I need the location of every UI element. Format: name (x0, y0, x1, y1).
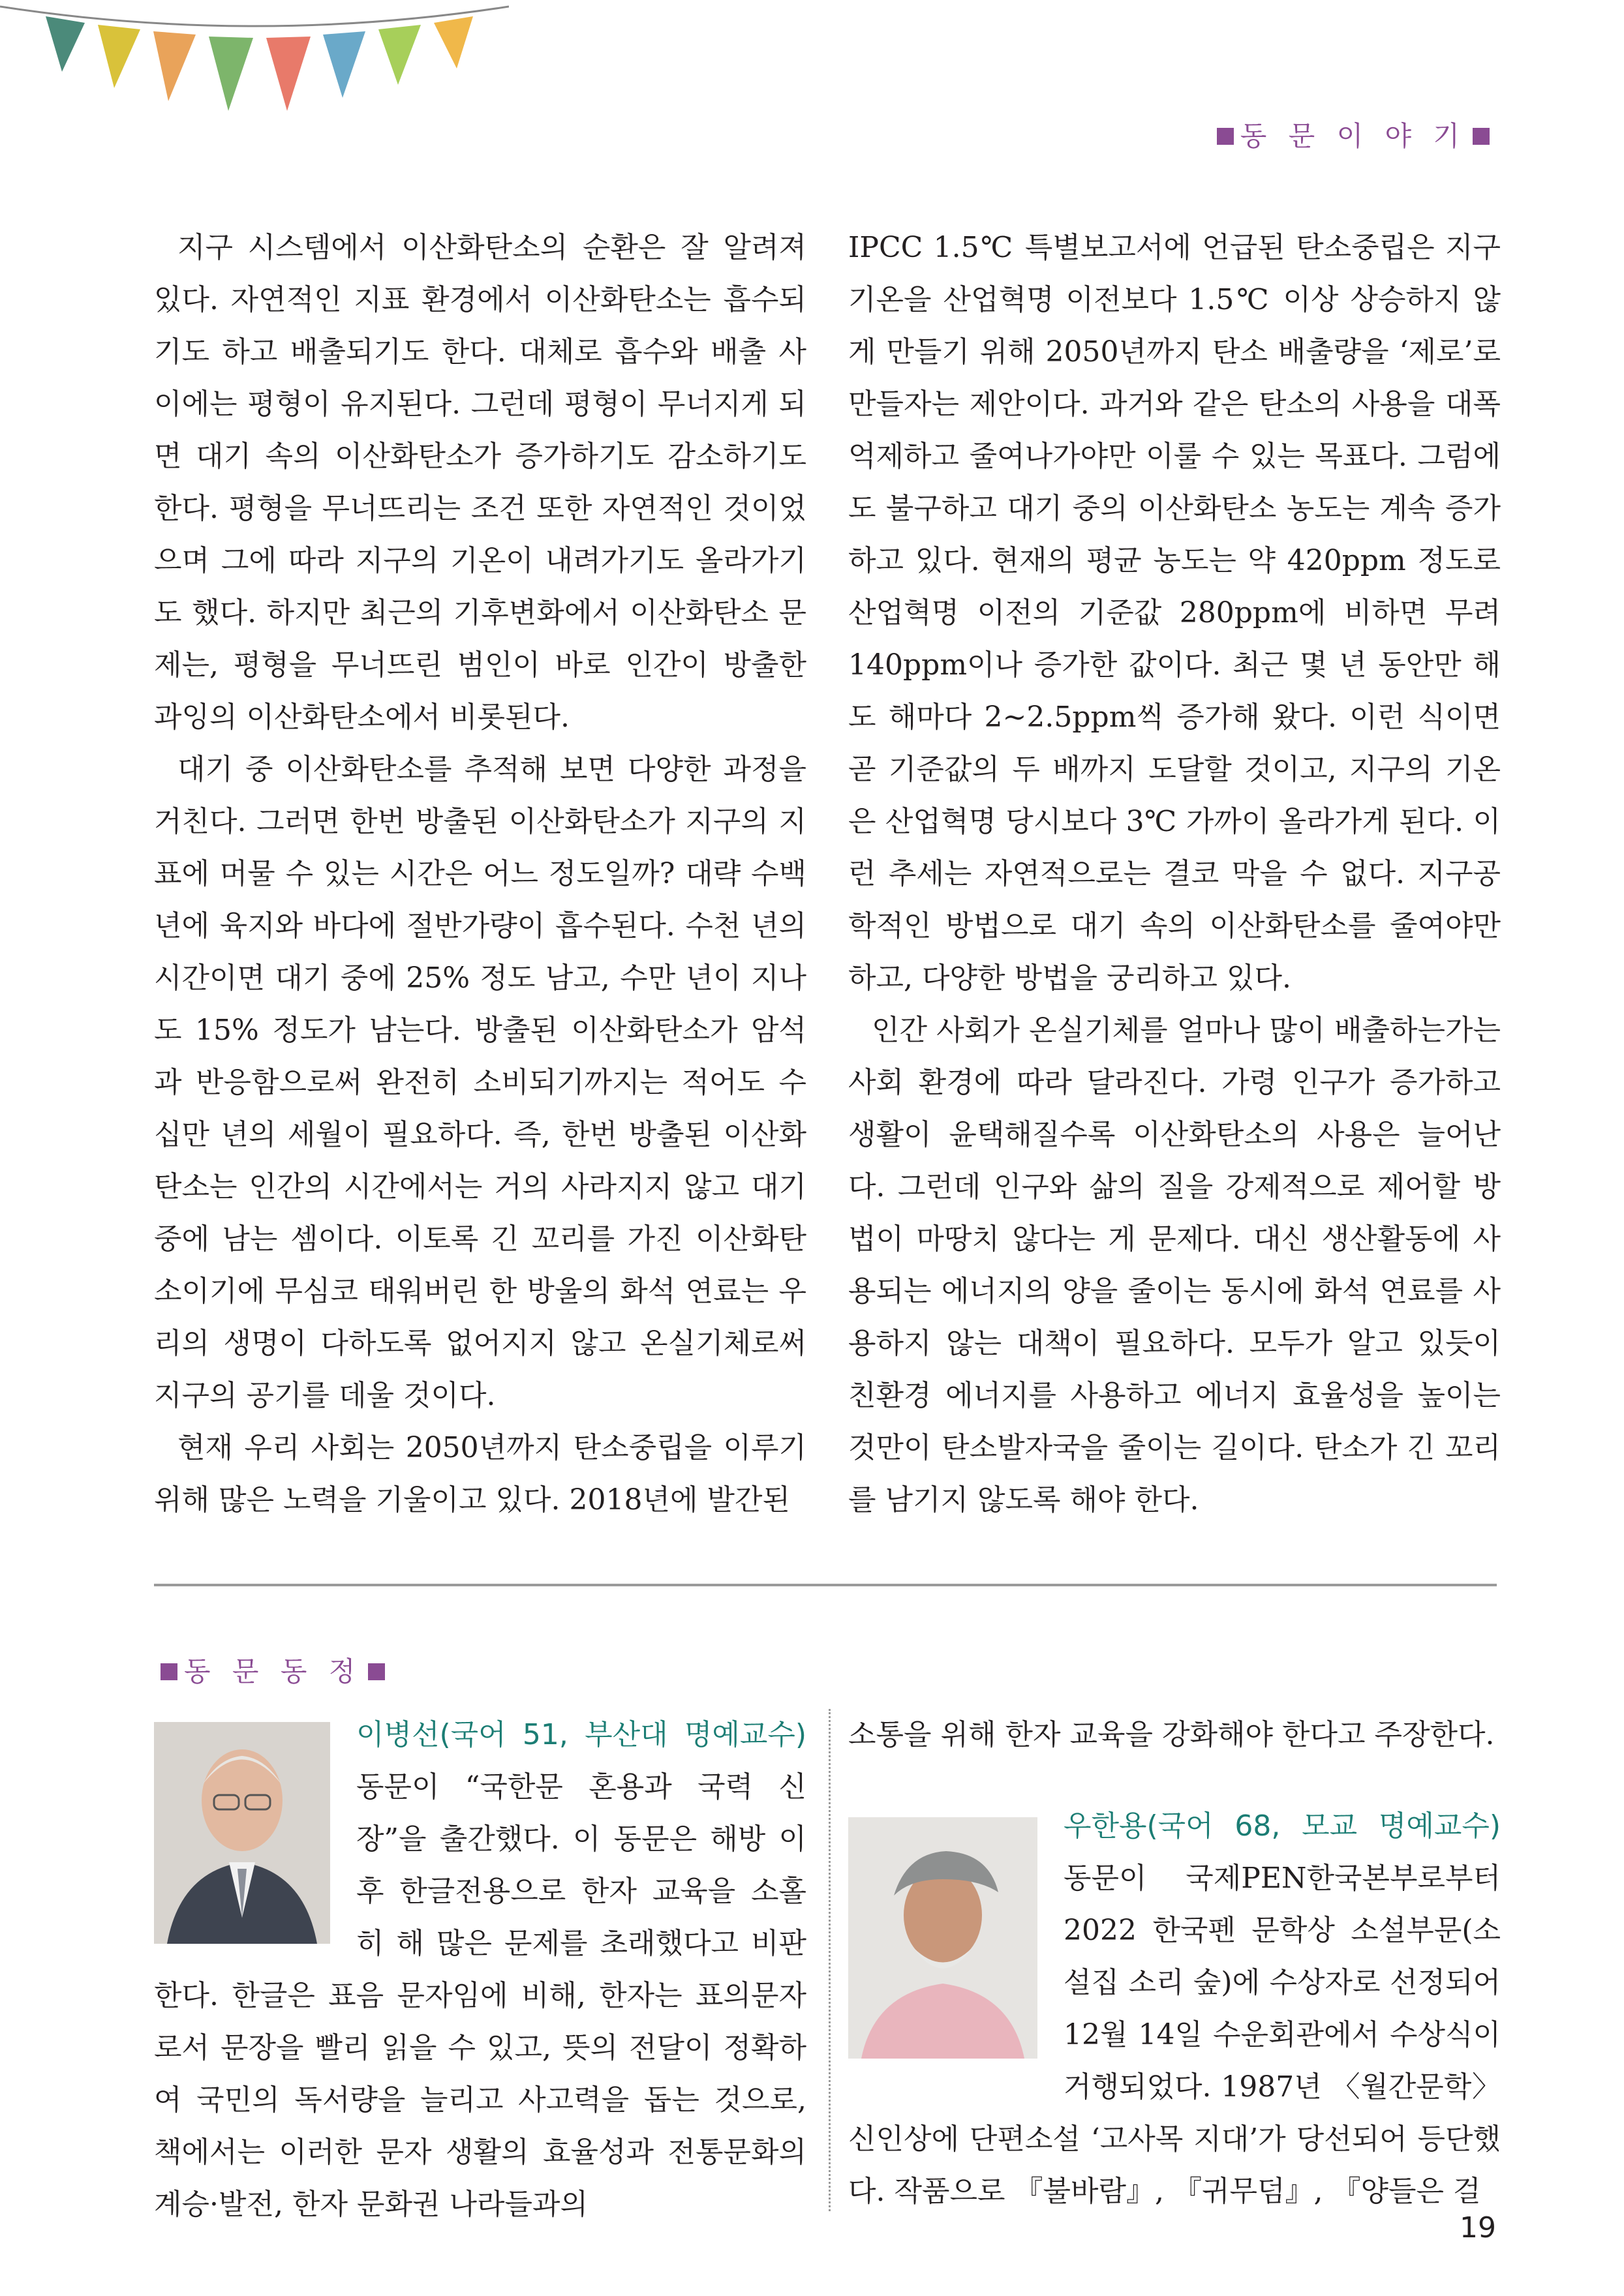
section-label-alumni-news: 동 문 동 정 (154, 1650, 391, 1689)
news-text-continuation: 소통을 위해 한자 교육을 강화해야 한다고 주장한다. (848, 1718, 1495, 1751)
article-paragraph: 지구 시스템에서 이산화탄소의 순환은 잘 알려져 있다. 자연적인 지표 환경에서 이산화탄소는 흡수되기도 하고 배출되기도 한다. 대체로 흡수와 배출 사이에는 평형이 유지된다. 그런데 평형이 무너지게 되면 대기 속의 이산화탄소가 증가하기도 감소하기도 한다. 평형을 무너뜨리는 조건 또한 자연적인 것이었으며 그에 따라 지구의 기온이 내려가기도 올라가기도 했다. 하지만 최근의 기후변화에서 이산화탄소 문제는, 평형을 무너뜨린 범인이 바로 인간이 방출한 과잉의 이산화탄소에서 비롯된다. (154, 231, 807, 734)
bunting-decoration (0, 0, 509, 130)
section-divider (154, 1584, 1497, 1586)
alumnus-name: 이병선(국어 51, 부산대 명예교수) (356, 1718, 806, 1751)
portrait-photo (848, 1817, 1037, 2059)
square-bullet-icon (368, 1663, 385, 1680)
square-bullet-icon (1217, 128, 1234, 145)
article-left-column (154, 222, 806, 1526)
article-right-column (848, 222, 1501, 1526)
section-label-alumni-story: 동 문 이 야 기 (1210, 115, 1496, 154)
news-text: 우한용(국어 68, 모교 명예교수) 동문이 국제PEN한국본부로부터 2022 한국펜 문학상 소설부문(소설집 소리 숲)에 수상자로 선정되어 12월 14일 수운회관에서 수상식이 거행되었다. 1987년 〈월간문학〉 신인상에 단편소설 ‘고사목 지대’가 당선되어 등단했다. 작품으로 『불바람』, 『귀무덤』, 『양들은 걸 (848, 1809, 1501, 2208)
portrait-photo (154, 1722, 330, 1944)
article-paragraph: 대기 중 이산화탄소를 추적해 보면 다양한 과정을 거친다. 그러면 한번 방출된 이산화탄소가 지구의 지표에 머물 수 있는 시간은 어느 정도일까? 대략 수백 년에 육지와 바다에 절반가량이 흡수된다. 수천 년의 시간이면 대기 중에 25% 정도 남고, 수만 년이 지나도 15% 정도가 남는다. 방출된 이산화탄소가 암석과 반응함으로써 완전히 소비되기까지는 적어도 수십만 년의 세월이 필요하다. 즉, 한번 방출된 이산화탄소는 인간의 시간에서는 거의 사라지지 않고 대기 중에 남는 셈이다. 이토록 긴 꼬리를 가진 이산화탄소이기에 무심코 태워버린 한 방울의 화석 연료는 우리의 생명이 다하도록 없어지지 않고 온실기체로써 지구의 공기를 데울 것이다. (154, 753, 806, 1412)
alumnus-name: 우한용(국어 68, 모교 명예교수) (1064, 1809, 1501, 1843)
article-paragraph: 현재 우리 사회는 2050년까지 탄소중립을 이루기 위해 많은 노력을 기울이고 있다. 2018년에 발간된 (154, 1431, 806, 1517)
news-item-1 (154, 1709, 806, 2231)
article-paragraph: IPCC 1.5℃ 특별보고서에 언급된 탄소중립은 지구 기온을 산업혁명 이전보다 1.5℃ 이상 상승하지 않게 만들기 위해 2050년까지 탄소 배출량을 ‘제로’로 만들자는 제안이다. 과거와 같은 탄소의 사용을 대폭 억제하고 줄여나가야만 이룰 수 있는 목표다. 그럼에도 불구하고 대기 중의 이산화탄소 농도는 계속 증가하고 있다. 현재의 평균 농도는 약 420ppm 정도로 산업혁명 이전의 기준값 280ppm에 비하면 무려 140ppm이나 증가한 값이다. 최근 몇 년 동안만 해도 해마다 2~2.5ppm씩 증가해 왔다. 이런 식이면 곧 기준값의 두 배까지 도달할 것이고, 지구의 기온은 산업혁명 당시보다 3℃ 가까이 올라가게 된다. 이런 추세는 자연적으로는 결코 막을 수 없다. 지구공학적인 방법으로 대기 속의 이산화탄소를 줄여야만 하고, 다양한 방법을 궁리하고 있다. (848, 231, 1501, 995)
news-item-2 (848, 1709, 1501, 2218)
column-divider (829, 1709, 831, 2211)
article-paragraph: 인간 사회가 온실기체를 얼마나 많이 배출하는가는 사회 환경에 따라 달라진다. 가령 인구가 증가하고 생활이 윤택해질수록 이산화탄소의 사용은 늘어난다. 그런데 인구와 삶의 질을 강제적으로 제어할 방법이 마땅치 않다는 게 문제다. 대신 생산활동에 사용되는 에너지의 양을 줄이는 동시에 화석 연료를 사용하지 않는 대책이 필요하다. 모두가 알고 있듯이 친환경 에너지를 사용하고 에너지 효율성을 높이는 것만이 탄소발자국을 줄이는 길이다. 탄소가 긴 꼬리를 남기지 않도록 해야 한다. (848, 1014, 1501, 1517)
square-bullet-icon (1473, 128, 1490, 145)
square-bullet-icon (161, 1663, 177, 1680)
page-number: 19 (1460, 2211, 1496, 2244)
news-text: 이병선(국어 51, 부산대 명예교수) 동문이 “국한문 혼용과 국력 신장”을 출간했다. 이 동문은 해방 이후 한글전용으로 한자 교육을 소홀히 해 많은 문제를 초래했다고 비판한다. 한글은 표음 문자임에 비해, 한자는 표의문자로서 문장을 빨리 읽을 수 있고, 뜻의 전달이 정확하여 국민의 독서량을 늘리고 사고력을 돕는 것으로, 책에서는 이러한 문자 생활의 효율성과 전통문화의 계승·발전, 한자 문화권 나라들과의 (154, 1718, 806, 2221)
